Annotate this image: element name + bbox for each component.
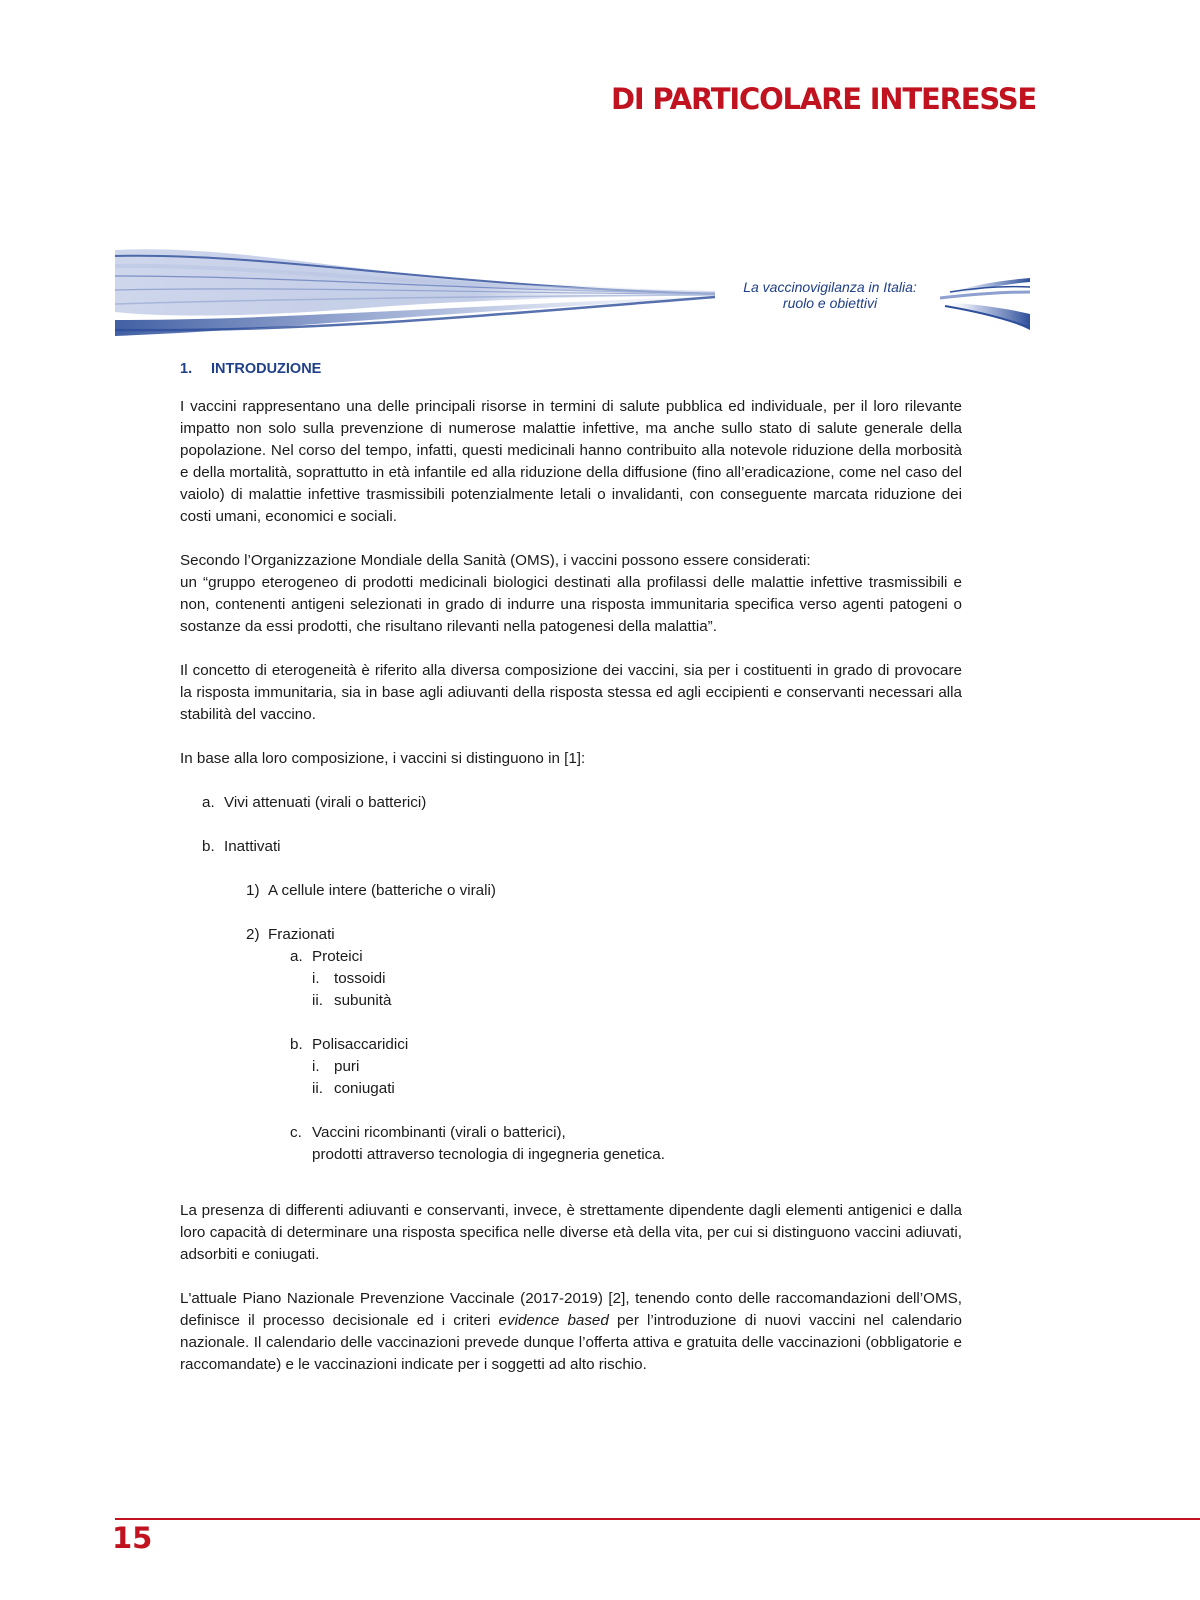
list-marker: c. — [290, 1124, 302, 1141]
list-item — [180, 836, 962, 858]
article-body — [180, 358, 962, 1398]
banner-title-line2: ruolo e obiettivi — [782, 295, 878, 311]
paragraph-national-plan — [180, 1288, 962, 1376]
section-number: 1. — [180, 361, 193, 377]
list-marker: b. — [202, 838, 215, 855]
list-item-text: Vaccini ricombinanti (virali o batterici), — [312, 1124, 566, 1141]
list-item — [180, 1122, 962, 1166]
paragraph-composition: In base alla loro composizione, i vaccini si distinguono in [1]: — [180, 750, 586, 767]
emphasis-text: evidence based — [498, 1312, 609, 1329]
section-header: DI PARTICOLARE INTERESSE — [611, 82, 1036, 116]
section-title: INTRODUZIONE — [211, 361, 322, 377]
paragraph-heterogeneity: Il concetto di eterogeneità è riferito alla diversa composizione dei vaccini, sia per i costituenti in grado di provocare la risposta immunitaria, sia in base agli adiuvanti della risposta stessa ed agli eccipienti e conservanti necessari alla stabilità del vaccino. — [180, 662, 962, 723]
list-marker: a. — [202, 794, 215, 811]
list-item — [180, 880, 962, 902]
list-marker: ii. — [312, 992, 323, 1009]
list-item-text: subunità — [334, 992, 392, 1009]
footer-divider — [115, 1518, 1200, 1520]
paragraph-oms-lead: Secondo l’Organizzazione Mondiale della Sanità (OMS), i vaccini possono essere considerati: — [180, 552, 811, 569]
list-item-text: Vivi attenuati (virali o batterici) — [224, 794, 427, 811]
banner-title-line1: La vaccinovigilanza in Italia: — [743, 279, 917, 295]
paragraph-text: per l’introduzione di nuovi vaccini nel calendario nazionale. Il calendario delle vaccinazioni prevede dunque l’offerta attiva e gratuita delle vaccinazioni (obbligatorie e raccomandate) e le vaccinazioni indicate per i soggetti ad alto rischio. — [180, 1312, 962, 1373]
paragraph-text: L'attuale Piano Nazionale Prevenzione Vaccinale (2017-2019) [2], tenendo conto delle raccomandazioni dell’OMS, definisce il processo decisionale ed i criteri — [180, 1290, 962, 1329]
list-item — [180, 924, 962, 946]
list-item-text: coniugati — [334, 1080, 395, 1097]
list-item-text: Inattivati — [224, 838, 281, 855]
list-item-text: Polisaccaridici — [312, 1036, 409, 1053]
page-number: 15 — [112, 1521, 153, 1555]
list-marker: 1) — [246, 882, 260, 899]
paragraph-intro: I vaccini rappresentano una delle principali risorse in termini di salute pubblica ed individuale, per il loro rilevante impatto non solo sulla prevenzione di numerose malattie infettive, ma anche sullo stato di salute generale della popolazione. Nel corso del tempo, infatti, questi medicinali hanno contribuito alla notevole riduzione della morbosità e della mortalità, soprattutto in età infantile ed alla riduzione della diffusione (fino all’eradicazione, come nel caso del vaiolo) di malattie infettive trasmissibili potenzialmente letali o invalidanti, con conseguente marcata riduzione dei costi umani, economici e sociali. — [180, 398, 962, 525]
section-heading — [180, 358, 962, 380]
list-marker: ii. — [312, 1080, 323, 1097]
list-marker: 2) — [246, 926, 260, 943]
list-item-text: prodotti attraverso tecnologia di ingegneria genetica. — [312, 1146, 665, 1163]
list-marker: a. — [290, 948, 303, 965]
banner-title — [690, 279, 970, 311]
list-item-text: tossoidi — [334, 970, 386, 987]
list-item-text: Proteici — [312, 948, 363, 965]
list-marker: i. — [312, 1058, 320, 1075]
list-item — [180, 792, 962, 814]
paragraph-adjuvants: La presenza di differenti adiuvanti e conservanti, invece, è strettamente dipendente dagli elementi antigenici e dalla loro capacità di determinare una risposta specifica nelle diverse età della vita, per cui si distinguono vaccini adiuvati, adsorbiti e coniugati. — [180, 1202, 962, 1263]
list-item-text: A cellule intere (batteriche o virali) — [268, 882, 496, 899]
list-item-text: Frazionati — [268, 926, 335, 943]
list-item — [180, 946, 962, 1012]
list-marker: i. — [312, 970, 320, 987]
list-item-text: puri — [334, 1058, 360, 1075]
list-marker: b. — [290, 1036, 303, 1053]
list-item — [180, 1034, 962, 1100]
vaccine-classification-list — [180, 792, 962, 1166]
paragraph-oms-quote: un “gruppo eterogeneo di prodotti medicinali biologici destinati alla profilassi delle malattie infettive trasmissibili e non, contenenti antigeni selezionati in grado di indurre una risposta immunitaria specifica verso agenti patogeni o sostanze da essi prodotti, che risultano rilevanti nella patogenesi della malattia”. — [180, 574, 962, 635]
